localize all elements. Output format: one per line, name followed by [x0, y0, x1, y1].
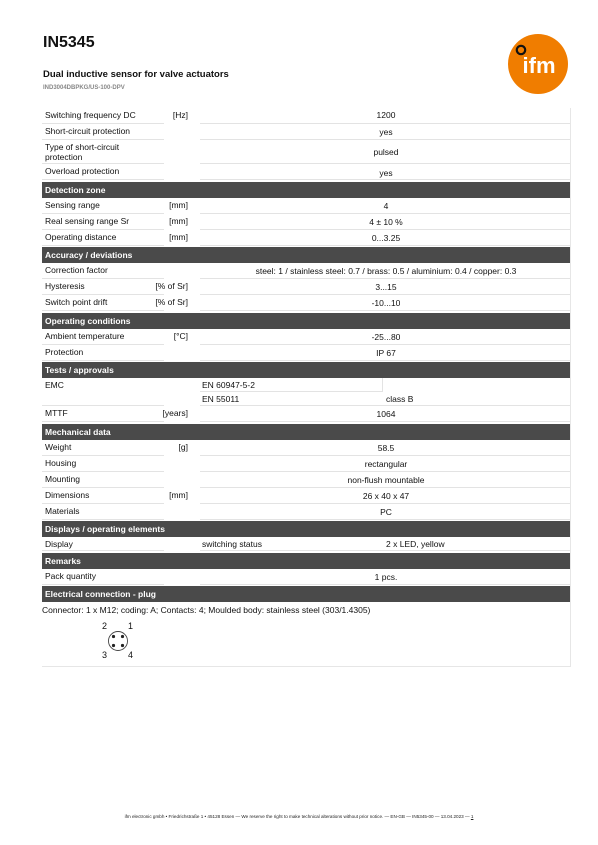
- page-title: IN5345: [43, 34, 95, 51]
- pin-label: 2: [102, 621, 108, 631]
- row-unit: [% of Sr]: [155, 297, 188, 307]
- row-label: Overload protection: [45, 166, 120, 176]
- row-unit: [°C]: [173, 331, 188, 341]
- row-hysteresis: [42, 279, 570, 295]
- row-operating-distance: [42, 230, 570, 246]
- row-label: Pack quantity: [45, 571, 97, 581]
- row-value: 3...15: [375, 282, 397, 292]
- row-unit: [Hz]: [172, 110, 188, 120]
- row-label: Ambient temperature: [45, 331, 125, 341]
- row-value: 4: [383, 201, 389, 211]
- row-label: EMC: [45, 380, 64, 390]
- row-unit: [mm]: [169, 216, 188, 226]
- logo-text: ifm: [522, 53, 556, 78]
- row-value: -25...80: [371, 332, 401, 342]
- row-mounting: [42, 472, 570, 488]
- row-label: Protection: [45, 347, 84, 357]
- row-unit: [mm]: [169, 490, 188, 500]
- row-value: 26 x 40 x 47: [362, 491, 410, 501]
- section-remarks: Remarks: [42, 553, 570, 569]
- row-label: MTTF: [45, 408, 68, 418]
- row-mttf: [42, 406, 570, 422]
- row-weight: [42, 440, 570, 456]
- section-tests-approvals: Tests / approvals: [42, 362, 570, 378]
- row-value: rectangular: [364, 459, 408, 469]
- row-value: PC: [380, 507, 392, 517]
- row-label: Materials: [45, 506, 80, 516]
- emc-standard: EN 55011: [202, 394, 240, 404]
- row-label: Operating distance: [45, 232, 117, 242]
- row-display: [42, 537, 570, 551]
- row-switching-frequency: [42, 108, 570, 124]
- row-value: 58.5: [377, 443, 395, 453]
- row-value: 4 ± 10 %: [369, 217, 403, 227]
- row-label: Mounting: [45, 474, 80, 484]
- display-value: 2 x LED, yellow: [386, 539, 445, 549]
- row-sensing-range: [42, 198, 570, 214]
- row-unit: [% of Sr]: [155, 281, 188, 291]
- row-dimensions: [42, 488, 570, 504]
- m12-pin-diagram: [100, 620, 140, 662]
- row-ambient-temperature: [42, 329, 570, 345]
- row-label: Sensing range: [45, 200, 100, 210]
- row-label: Dimensions: [45, 490, 90, 500]
- row-emc-1: [42, 378, 570, 392]
- section-mechanical-data: Mechanical data: [42, 424, 570, 440]
- footer-text: ifm electronic gmbh • Friedrichstraße 1 • 45128 Essen — We reserve the right to make technical alterations without prior notice. — EN-GB — IN5345-00 — 13.04.2023 —: [124, 814, 470, 819]
- row-emc-2: [42, 392, 570, 406]
- row-value: pulsed: [373, 147, 399, 157]
- ifm-logo: [507, 33, 569, 95]
- page-footer: [0, 814, 598, 819]
- page-number-link[interactable]: 1: [470, 814, 474, 819]
- row-value: 1064: [376, 409, 396, 419]
- row-label: Weight: [45, 442, 72, 452]
- row-unit: [mm]: [169, 200, 188, 210]
- row-value: 1200: [376, 110, 396, 120]
- pin-label: 4: [128, 650, 134, 660]
- section-accuracy: Accuracy / deviations: [42, 247, 570, 263]
- row-value: non-flush mountable: [347, 475, 425, 485]
- row-short-circuit: [42, 124, 570, 140]
- emc-standard: EN 60947-5-2: [202, 380, 255, 390]
- row-value: 1 pcs.: [374, 572, 398, 582]
- connector-description: Connector: 1 x M12; coding: A; Contacts: 4; Moulded body: stainless steel (303/1.4305): [42, 605, 371, 615]
- article-number: IND3004DBPKG/US-100-DPV: [43, 85, 125, 91]
- row-short-circuit-type: [42, 140, 570, 164]
- row-label: Real sensing range Sr: [45, 216, 130, 226]
- row-unit: [years]: [162, 408, 188, 418]
- row-label: Display: [45, 539, 73, 549]
- pin-label: 1: [128, 621, 134, 631]
- row-value: -10...10: [371, 298, 401, 308]
- row-value: 0...3.25: [371, 233, 401, 243]
- row-overload: [42, 164, 570, 180]
- pin-label: 3: [102, 650, 108, 660]
- datasheet-table: [42, 108, 571, 667]
- row-label: Switch point drift: [45, 297, 108, 307]
- row-label: Switching frequency DC: [45, 110, 136, 120]
- row-label: Short-circuit protection: [45, 126, 131, 136]
- section-detection-zone: Detection zone: [42, 182, 570, 198]
- row-unit: [g]: [178, 442, 188, 452]
- section-operating-conditions: Operating conditions: [42, 313, 570, 329]
- row-value: IP 67: [376, 348, 396, 358]
- section-electrical-connection: Electrical connection - plug: [42, 586, 570, 602]
- row-protection: [42, 345, 570, 361]
- section-displays: Displays / operating elements: [42, 521, 570, 537]
- row-label: Type of short-circuit protection: [45, 142, 120, 162]
- row-label: Housing: [45, 458, 77, 468]
- row-value: yes: [379, 127, 393, 137]
- row-materials: [42, 504, 570, 520]
- emc-class: class B: [386, 394, 414, 404]
- row-switch-point-drift: [42, 295, 570, 311]
- row-value: steel: 1 / stainless steel: 0.7 / brass: 0.5 / aluminium: 0.4 / copper: 0.3: [255, 266, 517, 276]
- display-type: switching status: [202, 539, 262, 549]
- row-housing: [42, 456, 570, 472]
- row-real-sensing-range: [42, 214, 570, 230]
- product-subtitle: Dual inductive sensor for valve actuators: [43, 69, 229, 80]
- row-pack-quantity: [42, 569, 570, 585]
- row-unit: [mm]: [169, 232, 188, 242]
- row-label: Correction factor: [45, 265, 108, 275]
- row-value: yes: [379, 168, 393, 178]
- row-correction-factor: [42, 263, 570, 279]
- row-label: Hysteresis: [45, 281, 85, 291]
